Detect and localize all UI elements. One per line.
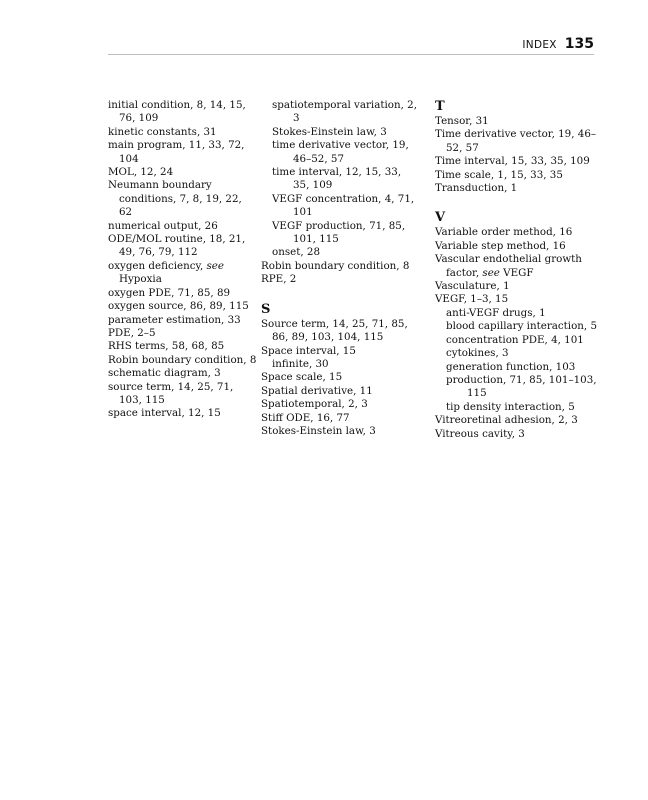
index-entry: parameter estimation, 33 [108, 313, 241, 326]
index-subentry: cytokines, 3 [446, 347, 509, 360]
index-subentry: concentration PDE, 4, 101 [446, 333, 584, 346]
index-entry: Source term, 14, 25, 71, 85, 86, 89, 103, 104, 115 [261, 317, 408, 344]
index-entry: RPE, 2 [261, 273, 297, 286]
see-reference: see [206, 259, 224, 272]
index-entry: Space scale, 15 [261, 371, 343, 384]
index-entry: Stiff ODE, 16, 77 [261, 411, 350, 424]
section-title: INDEX [522, 39, 557, 51]
index-entry: PDE, 2–5 [108, 326, 156, 339]
index-entry: Variable order method, 16 [435, 226, 573, 239]
index-entry: Vitreoretinal adhesion, 2, 3 [435, 414, 578, 427]
index-subentry: VEGF concentration, 4, 71, 101 [272, 192, 415, 219]
index-subentry: tip density interaction, 5 [446, 400, 575, 413]
index-entry: RHS terms, 58, 68, 85 [108, 340, 225, 353]
index-entry: Time interval, 15, 33, 35, 109 [435, 155, 590, 168]
index-entry: Robin boundary condition, 8 [261, 259, 410, 272]
index-column-2 [261, 99, 419, 438]
index-entry: Spatiotemporal, 2, 3 [261, 398, 368, 411]
index-subentry: time interval, 12, 15, 33, 35, 109 [272, 166, 402, 192]
index-column-1 [108, 99, 258, 421]
index-subentry: spatiotemporal variation, 2, 3 [272, 99, 418, 125]
index-entry: Spatial derivative, 11 [261, 384, 373, 397]
index-entry: oxygen source, 86, 89, 115 [108, 300, 249, 313]
index-column-3 [435, 99, 605, 441]
index-entry: Space interval, 15 [261, 344, 356, 357]
index-subentry: production, 71, 85, 101–103, 115 [446, 373, 597, 400]
index-entry: kinetic constants, 31 [108, 125, 217, 138]
index-entry: space interval, 12, 15 [108, 407, 221, 420]
see-reference: see [482, 266, 500, 279]
index-subentry: blood capillary interaction, 5 [446, 320, 598, 333]
index-entry: Tensor, 31 [435, 115, 489, 127]
index-subentry: anti-VEGF drugs, 1 [446, 306, 546, 319]
index-entry: Neumann boundary conditions, 7, 8, 19, 22, 62 [108, 179, 242, 219]
index-letter-heading: T [435, 99, 445, 114]
index-entry: numerical output, 26 [108, 219, 218, 232]
index-entry: oxygen PDE, 71, 85, 89 [108, 286, 231, 299]
index-entry: Vitreous cavity, 3 [435, 427, 525, 440]
index-subentry: time derivative vector, 19, 46–52, 57 [272, 139, 409, 165]
index-subentry: onset, 28 [272, 246, 320, 259]
index-entry: schematic diagram, 3 [108, 367, 221, 380]
index-entry: initial condition, 8, 14, 15, 76, 109 [108, 99, 246, 125]
index-entry: VEGF, 1–3, 15 [435, 293, 509, 306]
index-entry: source term, 14, 25, 71, 103, 115 [108, 380, 234, 406]
index-entry: Transduction, 1 [435, 182, 518, 195]
index-entry: Time derivative vector, 19, 46–52, 57 [435, 128, 597, 154]
index-entry: Variable step method, 16 [435, 239, 566, 252]
index-entry: Vasculature, 1 [435, 280, 510, 293]
index-letter-heading: S [261, 301, 271, 317]
index-subentry: Stokes-Einstein law, 3 [272, 125, 387, 138]
index-subentry: generation function, 103 [446, 360, 576, 373]
index-entry: ODE/MOL routine, 18, 21, 49, 76, 79, 112 [108, 233, 246, 259]
index-letter-heading: V [435, 210, 446, 226]
index-entry: Stokes-Einstein law, 3 [261, 424, 376, 437]
index-subentry: infinite, 30 [272, 357, 329, 370]
index-entry: Robin boundary condition, 8 [108, 353, 257, 366]
page-number: 135 [564, 36, 594, 52]
index-entry: oxygen deficiency, see Hypoxia [108, 259, 224, 286]
running-header [108, 38, 594, 55]
index-entry: Time scale, 1, 15, 33, 35 [435, 168, 563, 181]
index-subentry: VEGF production, 71, 85, 101, 115 [272, 219, 406, 246]
index-entry: MOL, 12, 24 [108, 166, 174, 179]
index-entry: main program, 11, 33, 72, 104 [108, 139, 245, 165]
index-entry: Vascular endothelial growth factor, see VEGF [435, 253, 582, 279]
